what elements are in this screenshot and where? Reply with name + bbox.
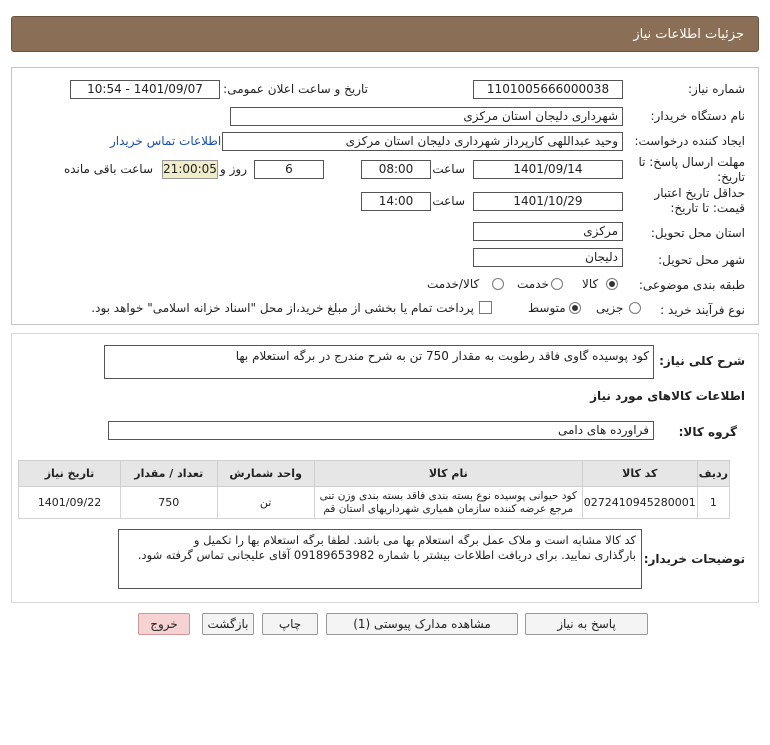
deadline-time-label: ساعت [432,162,465,176]
col-code: کد کالا [582,461,697,487]
city-field[interactable]: دلیجان [473,248,623,267]
page-header [11,16,759,52]
row-unit: تن [217,487,314,519]
deadline-label-2: تاریخ: [717,170,745,184]
goods-section-title: اطلاعات کالاهای مورد نیاز [590,389,745,403]
buyer-notes-line1: کد کالا مشابه است و ملاک عمل برگه استعلام بها می باشد. لطفا برگه استعلام بها را تکمیل و [193,533,636,547]
col-unit: واحد شمارش [217,461,314,487]
buyer-notes-line2: بارگذاری نمایید. برای دریافت اطلاعات بیشتر با شماره 09189653982 آقای علیجانی تماس گرفته شود. [137,548,636,562]
description-label: شرح کلی نیاز: [659,354,745,368]
col-date: تاریخ نیاز [19,461,121,487]
remaining-time-field: 21:00:05 [162,160,218,179]
province-label: استان محل تحویل: [650,226,745,240]
days-field[interactable]: 6 [254,160,324,179]
col-row-index: ردیف [697,461,729,487]
deadline-date-field[interactable]: 1401/09/14 [473,160,623,179]
category-radio-service[interactable] [551,278,563,290]
row-name-line1: کود حیوانی پوسیده نوع بسته بندی فاقد بسته بندی وزن تنی [319,489,577,502]
deadline-label-1: مهلت ارسال پاسخ: تا [638,155,745,169]
need-number-field[interactable]: 1101005666000038 [473,80,623,99]
purchase-option-minor: جزیی [596,301,624,315]
row-code: 0272410945280001 [582,487,697,519]
back-button[interactable]: بازگشت [202,613,254,635]
treasury-payment-note: پرداخت تمام یا بخشی از مبلغ خرید،از محل "اسناد خزانه اسلامی" خواهد بود. [91,301,474,315]
treasury-payment-checkbox[interactable] [479,301,492,314]
description-box [104,345,654,379]
category-label: طبقه بندی موضوعی: [638,278,745,292]
validity-time-field[interactable]: 14:00 [361,192,431,211]
category-option-goods-service: کالا/خدمت [427,277,480,291]
reply-button[interactable]: پاسخ به نیاز [525,613,648,635]
purchase-radio-medium[interactable] [569,302,581,314]
category-radio-goods-service[interactable] [492,278,504,290]
goods-group-label: گروه کالا: [678,425,737,439]
buyer-org-label: نام دستگاه خریدار: [650,109,745,123]
city-label: شهر محل تحویل: [658,253,745,267]
remaining-label: ساعت باقی مانده [63,162,153,176]
validity-date-field[interactable]: 1401/10/29 [473,192,623,211]
goods-group-field[interactable]: فراورده های دامی [108,421,654,440]
category-option-service: خدمت [517,277,549,291]
buyer-contact-link[interactable]: اطلاعات تماس خریدار [110,134,222,148]
purchase-option-medium: متوسط [528,301,566,315]
buyer-org-field[interactable]: شهرداری دلیجان استان مرکزی [230,107,623,126]
announce-field[interactable]: 1401/09/07 - 10:54 [70,80,220,99]
validity-label-2: قیمت: تا تاریخ: [670,201,745,215]
row-index: 1 [697,487,729,519]
category-radio-goods[interactable] [606,278,618,290]
exit-button[interactable]: خروج [138,613,190,635]
deadline-time-field[interactable]: 08:00 [361,160,431,179]
goods-table [18,460,730,519]
goods-table-header [19,461,730,487]
row-date: 1401/09/22 [19,487,121,519]
row-name [314,487,582,519]
requester-label: ایجاد کننده درخواست: [634,134,745,148]
announce-label: تاریخ و ساعت اعلان عمومی: [223,82,368,96]
province-field[interactable]: مرکزی [473,222,623,241]
validity-label-1: حداقل تاریخ اعتبار [654,186,745,200]
days-label: روز و [220,162,247,176]
description-text: کود پوسیده گاوی فاقد رطوبت به مقدار 750 تن به شرح مندرج در برگه استعلام بها [235,349,649,363]
attachments-button[interactable]: مشاهده مدارک پیوستی (1) [326,613,518,635]
validity-time-label: ساعت [432,194,465,208]
col-name: نام کالا [314,461,582,487]
purchase-radio-minor[interactable] [629,302,641,314]
category-option-goods: کالا [582,277,599,291]
row-qty: 750 [121,487,218,519]
col-qty: تعداد / مقدار [121,461,218,487]
print-button[interactable]: چاپ [262,613,318,635]
page-title: جزئیات اطلاعات نیاز [633,26,744,42]
need-number-label: شماره نیاز: [688,82,745,96]
requester-field[interactable]: وحید عبداللهی کارپرداز شهرداری دلیجان استان مرکزی [222,132,623,151]
buyer-notes-box [118,529,642,589]
purchase-type-label: نوع فرآیند خرید : [660,303,745,317]
buyer-notes-label: توضیحات خریدار: [643,552,745,566]
row-name-line2: مرجع عرضه کننده سازمان همیاری شهرداریهای استان قم [323,502,574,515]
table-row[interactable] [19,487,730,519]
